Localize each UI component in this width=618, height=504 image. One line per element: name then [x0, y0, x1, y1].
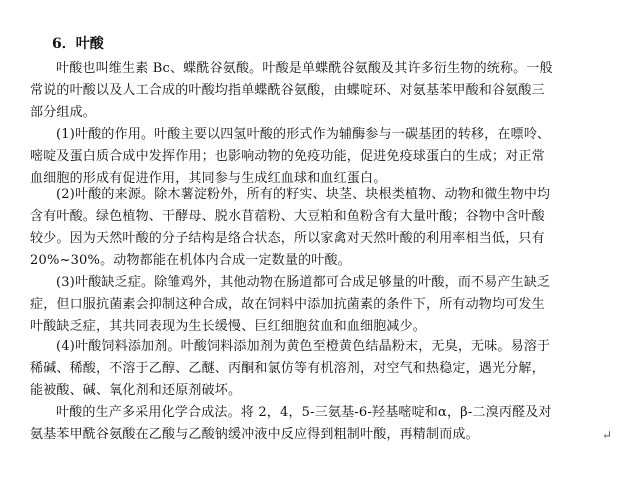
paragraph-intro [30, 58, 600, 124]
text-line: 叶酸缺乏症，其共同表现为生长缓慢、巨红细胞贫血和血细胞减少。 [30, 319, 427, 334]
paragraph-function [30, 124, 600, 190]
text-line: 症，但口服抗菌素会抑制这种合成，故在饲料中添加抗菌素的条件下，所有动物均可发生 [30, 297, 545, 312]
text-line: (4)叶酸饲料添加剂。叶酸饲料添加剂为黄色至橙黄色结晶粉末，无臭，无味。易溶于 [56, 339, 551, 354]
paragraph-source [30, 184, 600, 272]
paragraph-return-icon: ↵ [602, 428, 613, 442]
text-line: 叶酸也叫维生素 Bc、蝶酰谷氨酸。叶酸是单蝶酰谷氨酸及其许多衍生物的统称。一般 [56, 61, 553, 76]
text-line: 部分组成。 [30, 105, 97, 120]
text-line: (2)叶酸的来源。除木薯淀粉外，所有的籽实、块茎、块根类植物、动物和微生物中均 [56, 187, 551, 202]
text-line: (3)叶酸缺乏症。除雏鸡外，其他动物在肠道都可合成足够量的叶酸，而不易产生缺乏 [56, 275, 551, 290]
text-line: 20%~30%。动物都能在机体内合成一定数量的叶酸。 [30, 253, 351, 268]
text-line: 嘧啶及蛋白质合成中发挥作用；也影响动物的免疫功能，促进免疫球蛋白的生成；对正常 [30, 149, 545, 164]
text-line: 氨基苯甲酰谷氨酸在乙酸与乙酸钠缓冲液中反应得到粗制叶酸，再精制而成。 [30, 427, 479, 442]
paragraph-production [30, 402, 600, 446]
text-line: (1)叶酸的作用。叶酸主要以四氢叶酸的形式作为辅酶参与一碳基团的转移，在嘌呤、 [56, 127, 551, 142]
text-line: 含有叶酸。绿色植物、干酵母、脱水苜蓿粉、大豆粕和鱼粉含有大量叶酸；谷物中含叶酸 [30, 209, 545, 224]
paragraph-additive [30, 336, 600, 402]
paragraph-deficiency [30, 272, 600, 338]
section-heading: 6．叶酸 [52, 36, 104, 52]
text-line: 叶酸的生产多采用化学合成法。将 2，4，5-三氨基-6-羟基嘧啶和α，β-二溴丙醛及对 [56, 405, 552, 420]
text-line: 常说的叶酸以及人工合成的叶酸均指单蝶酰谷氨酸，由蝶啶环、对氨基苯甲酸和谷氨酸三 [30, 83, 545, 98]
text-line: 能被酸、碱、氧化剂和还原剂破坏。 [30, 383, 242, 398]
text-line: 血细胞的形成有促进作用，其同参与生成红血球和血红蛋白。 [30, 171, 387, 186]
text-line: 较少。因为天然叶酸的分子结构是络合状态，所以家禽对天然叶酸的利用率相当低，只有 [30, 231, 545, 246]
text-line: 稀碱、稀酸，不溶于乙醇、乙醚、丙酮和氯仿等有机溶剂，对空气和热稳定，遇光分解， [30, 361, 545, 376]
